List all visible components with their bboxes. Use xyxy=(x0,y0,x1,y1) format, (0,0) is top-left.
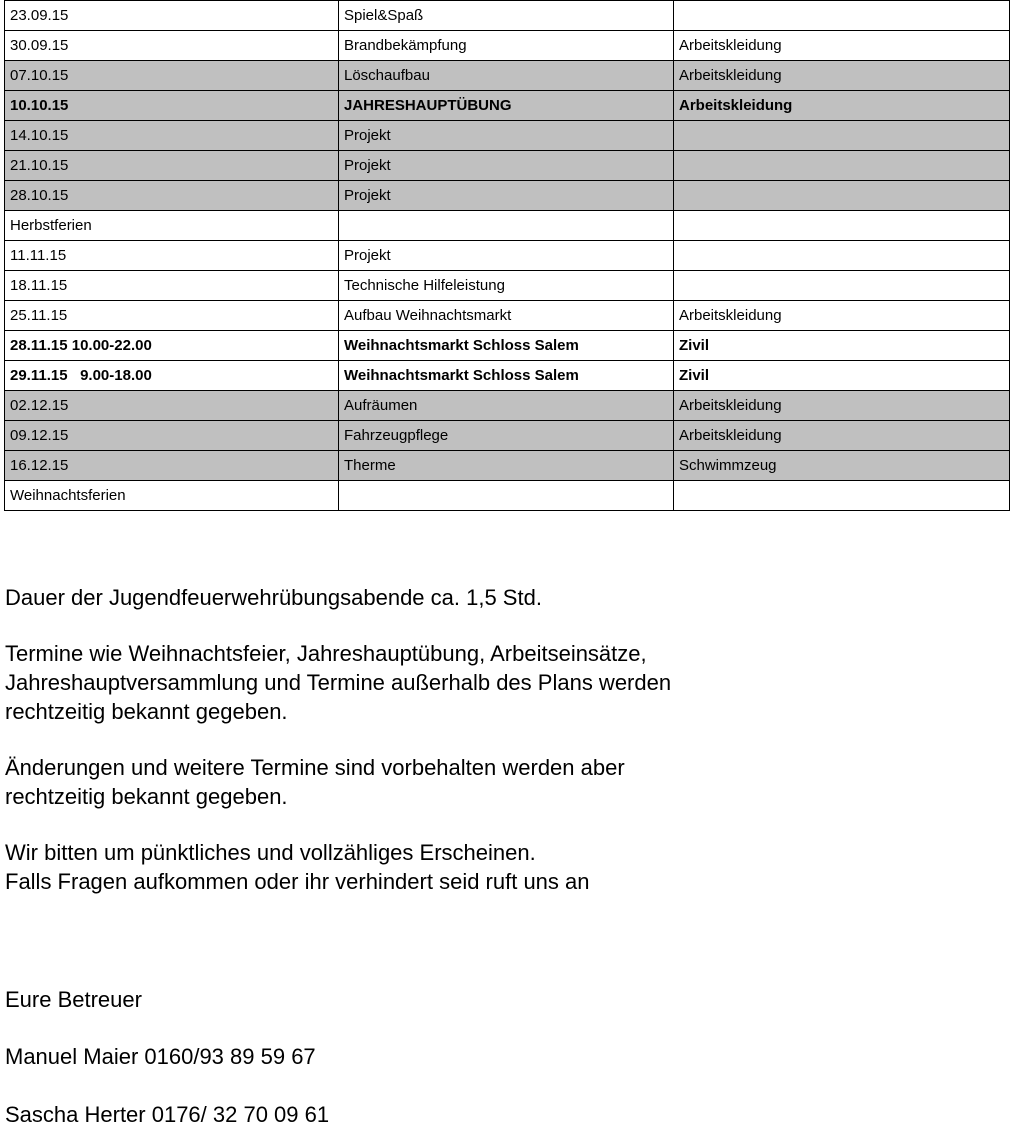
schedule-row xyxy=(5,451,1010,481)
schedule-row xyxy=(5,301,1010,331)
activity-cell: Aufbau Weihnachtsmarkt xyxy=(339,301,674,331)
activity-cell: Weihnachtsmarkt Schloss Salem xyxy=(339,331,674,361)
changes-note: Änderungen und weitere Termine sind vorbehalten werden aber rechtzeitig bekannt gegeben. xyxy=(5,755,625,809)
activity-cell: Projekt xyxy=(339,121,674,151)
schedule-body xyxy=(5,1,1010,511)
schedule-row xyxy=(5,211,1010,241)
schedule-row xyxy=(5,391,1010,421)
duration-note: Dauer der Jugendfeuerwehrübungsabende ca. 1,5 Std. xyxy=(5,585,542,610)
clothing-cell: Arbeitskleidung xyxy=(674,421,1010,451)
schedule-row xyxy=(5,151,1010,181)
activity-cell: Brandbekämpfung xyxy=(339,31,674,61)
activity-cell xyxy=(339,211,674,241)
activity-cell: Löschaufbau xyxy=(339,61,674,91)
date-cell: 09.12.15 xyxy=(5,421,339,451)
clothing-cell: Zivil xyxy=(674,331,1010,361)
schedule-row xyxy=(5,421,1010,451)
activity-cell: Therme xyxy=(339,451,674,481)
schedule-row xyxy=(5,271,1010,301)
date-cell: 14.10.15 xyxy=(5,121,339,151)
activity-cell: JAHRESHAUPTÜBUNG xyxy=(339,91,674,121)
contact-manuel-maier: Manuel Maier 0160/93 89 59 67 xyxy=(5,1044,316,1069)
activity-cell: Weihnachtsmarkt Schloss Salem xyxy=(339,361,674,391)
clothing-cell: Zivil xyxy=(674,361,1010,391)
schedule-row xyxy=(5,241,1010,271)
schedule-row xyxy=(5,331,1010,361)
announcements-note: Termine wie Weihnachtsfeier, Jahreshauptübung, Arbeitseinsätze, Jahreshauptversammlung und Termine außerhalb des Plans werden rechtzeitig bekannt gegeben. xyxy=(5,641,672,724)
schedule-row xyxy=(5,121,1010,151)
schedule-row xyxy=(5,481,1010,511)
clothing-cell: Schwimmzeug xyxy=(674,451,1010,481)
clothing-cell: Arbeitskleidung xyxy=(674,301,1010,331)
clothing-cell xyxy=(674,271,1010,301)
clothing-cell xyxy=(674,241,1010,271)
activity-cell: Spiel&Spaß xyxy=(339,1,674,31)
activity-cell: Aufräumen xyxy=(339,391,674,421)
clothing-cell: Arbeitskleidung xyxy=(674,91,1010,121)
date-cell: Herbstferien xyxy=(5,211,339,241)
activity-cell: Projekt xyxy=(339,181,674,211)
date-cell: 02.12.15 xyxy=(5,391,339,421)
date-cell: 28.10.15 xyxy=(5,181,339,211)
schedule-row xyxy=(5,31,1010,61)
schedule-row xyxy=(5,1,1010,31)
clothing-cell: Arbeitskleidung xyxy=(674,391,1010,421)
clothing-cell: Arbeitskleidung xyxy=(674,61,1010,91)
notes-section xyxy=(5,583,1005,923)
date-cell: 21.10.15 xyxy=(5,151,339,181)
clothing-cell xyxy=(674,151,1010,181)
clothing-cell xyxy=(674,481,1010,511)
date-cell: 16.12.15 xyxy=(5,451,339,481)
contact-sascha-herter: Sascha Herter 0176/ 32 70 09 61 xyxy=(5,1102,330,1127)
activity-cell: Projekt xyxy=(339,241,674,271)
date-cell: Weihnachtsferien xyxy=(5,481,339,511)
schedule-row xyxy=(5,361,1010,391)
clothing-cell xyxy=(674,1,1010,31)
clothing-cell xyxy=(674,181,1010,211)
schedule-table xyxy=(4,0,1010,511)
activity-cell: Projekt xyxy=(339,151,674,181)
date-cell: 25.11.15 xyxy=(5,301,339,331)
closing-text: Eure Betreuer xyxy=(5,987,142,1012)
date-cell: 29.11.15 9.00-18.00 xyxy=(5,361,339,391)
date-cell: 18.11.15 xyxy=(5,271,339,301)
clothing-cell xyxy=(674,121,1010,151)
clothing-cell xyxy=(674,211,1010,241)
activity-cell: Fahrzeugpflege xyxy=(339,421,674,451)
schedule-row xyxy=(5,91,1010,121)
schedule-row xyxy=(5,61,1010,91)
date-cell: 30.09.15 xyxy=(5,31,339,61)
date-cell: 07.10.15 xyxy=(5,61,339,91)
clothing-cell: Arbeitskleidung xyxy=(674,31,1010,61)
date-cell: 11.11.15 xyxy=(5,241,339,271)
activity-cell: Technische Hilfeleistung xyxy=(339,271,674,301)
date-cell: 10.10.15 xyxy=(5,91,339,121)
date-cell: 28.11.15 10.00-22.00 xyxy=(5,331,339,361)
schedule-row xyxy=(5,181,1010,211)
activity-cell xyxy=(339,481,674,511)
request-note: Wir bitten um pünktliches und vollzähliges Erscheinen. Falls Fragen aufkommen oder ihr verhindert seid ruft uns an xyxy=(5,840,590,894)
date-cell: 23.09.15 xyxy=(5,1,339,31)
